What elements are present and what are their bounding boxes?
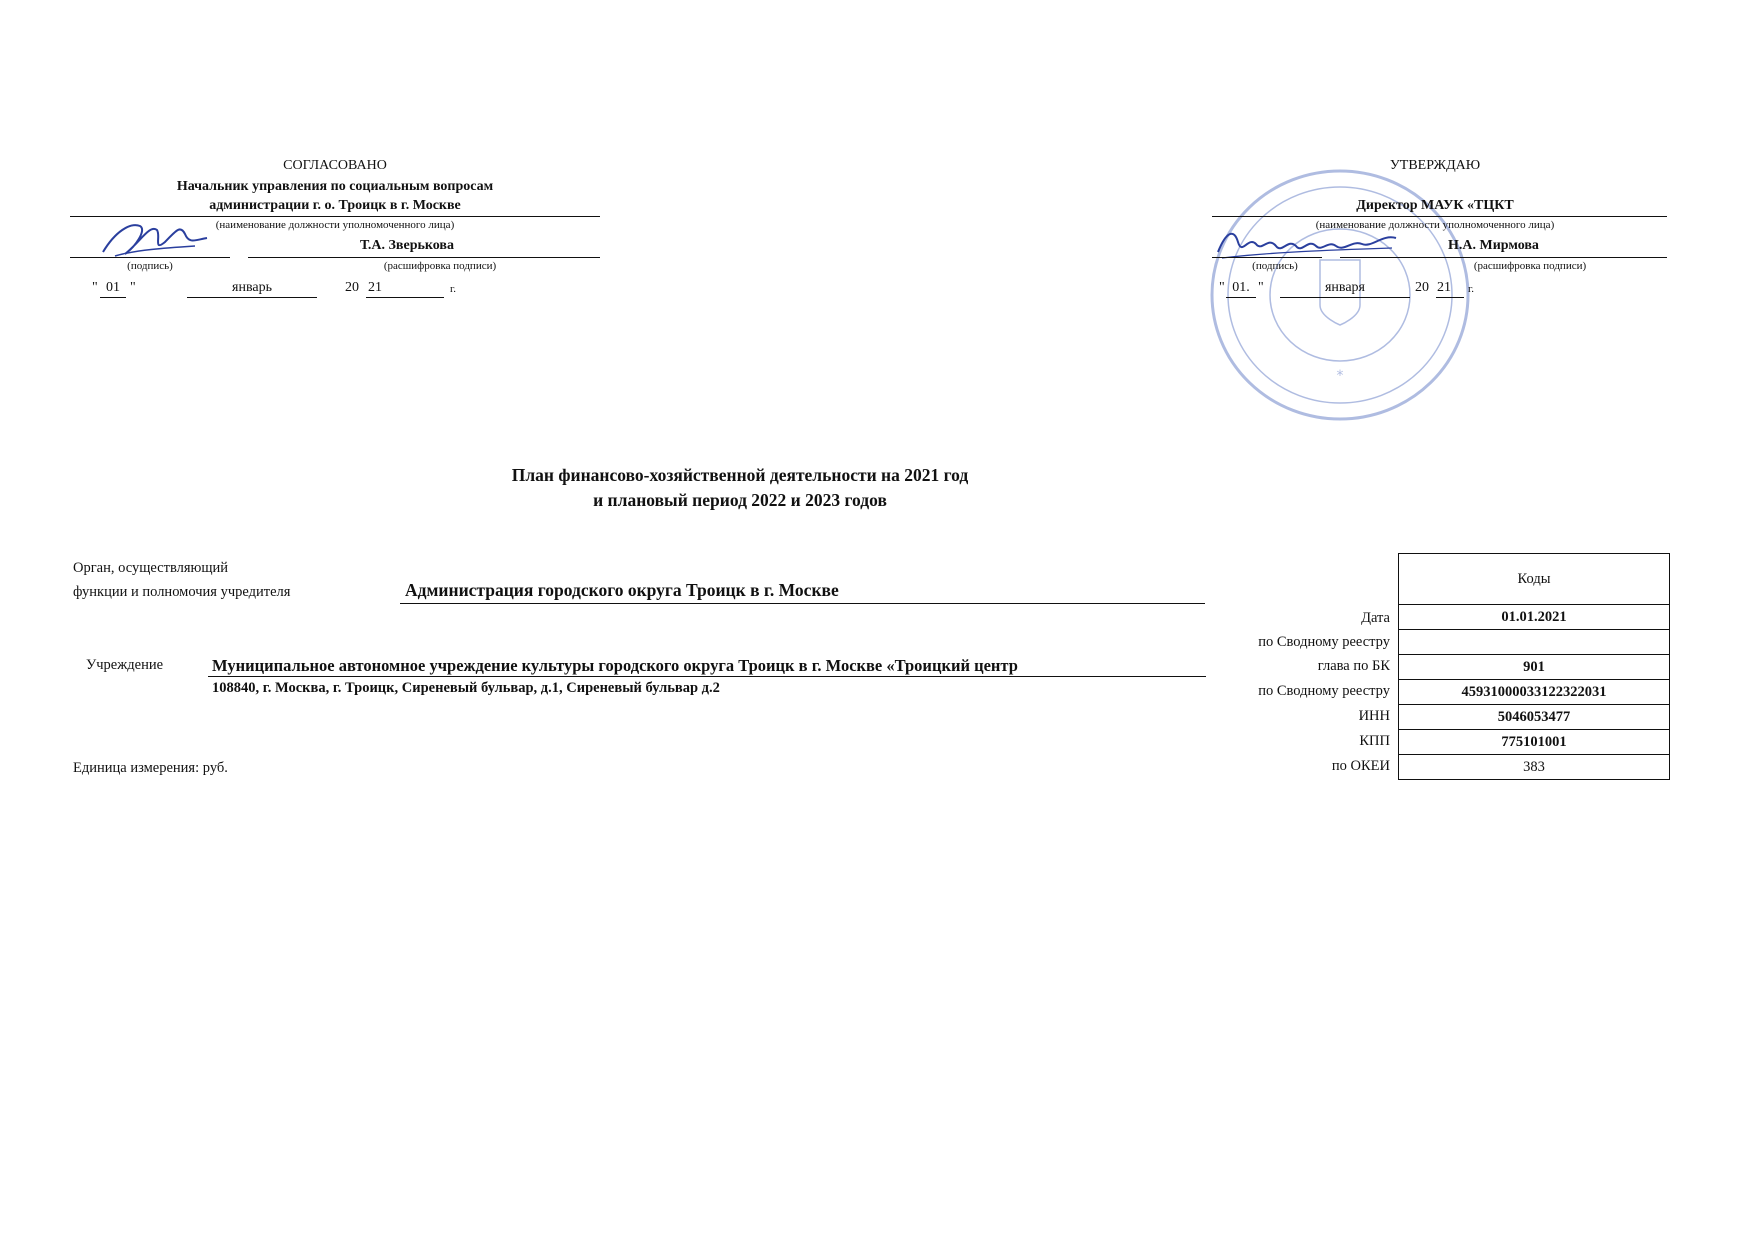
code-value-registry-1 — [1399, 630, 1670, 655]
code-value-okei: 383 — [1399, 755, 1670, 780]
left-heading: СОГЛАСОВАНО — [283, 158, 387, 173]
left-signature-line — [70, 257, 230, 258]
right-date-quote-close: " — [1258, 280, 1264, 295]
left-name-line — [248, 257, 600, 258]
right-date-day-line — [1226, 297, 1256, 298]
right-date-day: 01. — [1232, 280, 1250, 295]
code-value-date: 01.01.2021 — [1399, 605, 1670, 630]
right-position-underline — [1212, 216, 1667, 217]
left-date-year-suffix: 21 — [368, 280, 382, 295]
organ-value: Администрация городского округа Троицк в г. Москве — [405, 580, 839, 600]
code-value-kpp: 775101001 — [1399, 730, 1670, 755]
document-title-line2: и плановый период 2022 и 2023 годов — [593, 490, 887, 510]
svg-text:*: * — [1336, 368, 1344, 384]
right-signature-caption: (подпись) — [1252, 260, 1298, 272]
left-date-year-prefix: 20 — [345, 280, 359, 295]
code-label-okei: по ОКЕИ — [1331, 758, 1390, 774]
codes-table — [1398, 553, 1670, 780]
institution-label: Учреждение — [86, 657, 164, 673]
code-label-registry-2: по Сводному реестру — [1258, 683, 1390, 699]
left-date-quote-open: " — [92, 280, 98, 295]
right-date-quote-open: " — [1219, 280, 1225, 295]
right-position: Директор МАУК «ТЦКТ — [1356, 198, 1514, 213]
right-name-caption: (расшифровка подписи) — [1473, 260, 1587, 272]
code-value-inn: 5046053477 — [1399, 705, 1670, 730]
left-position-caption: (наименование должности уполномоченного лица) — [215, 219, 455, 231]
code-label-bk: глава по БК — [1317, 658, 1390, 674]
left-name-caption: (расшифровка подписи) — [383, 260, 497, 272]
left-date-day: 01 — [106, 280, 120, 295]
left-position-line1: Начальник управления по социальным вопросам — [176, 179, 494, 194]
code-label-inn: ИНН — [1358, 708, 1390, 724]
right-date-year-suffix: 21 — [1437, 280, 1451, 295]
right-date-month: января — [1324, 280, 1365, 295]
right-signature-line — [1212, 257, 1322, 258]
right-date-year-mark: г. — [1468, 283, 1475, 295]
code-value-bk: 901 — [1399, 655, 1670, 680]
left-signature-caption: (подпись) — [127, 260, 173, 272]
codes-header: Коды — [1399, 554, 1670, 605]
organ-label-line1: Орган, осуществляющий — [73, 560, 229, 576]
code-label-date: Дата — [1361, 610, 1390, 626]
code-label-registry-1: по Сводному реестру — [1258, 634, 1390, 650]
institution-value: Муниципальное автономное учреждение культуры городского округа Троицк в г. Москве «Троицкий центр — [212, 656, 1018, 675]
left-date-month: январь — [232, 280, 272, 295]
left-signature — [95, 212, 225, 267]
left-date-day-line — [100, 297, 126, 298]
right-position-caption: (наименование должности уполномоченного лица) — [1315, 219, 1555, 231]
document-title-line1: План финансово-хозяйственной деятельности на 2021 год — [511, 465, 969, 485]
institution-address: 108840, г. Москва, г. Троицк, Сиреневый бульвар, д.1, Сиреневый бульвар д.2 — [212, 680, 720, 696]
code-value-registry-2: 45931000033122322031 — [1399, 680, 1670, 705]
left-date-year-mark: г. — [450, 283, 457, 295]
organ-value-line — [400, 603, 1205, 604]
organ-label-line2: функции и полномочия учредителя — [73, 584, 291, 600]
left-position-line2: администрации г. о. Троицк в г. Москве — [209, 198, 461, 213]
right-date-year-line — [1436, 297, 1464, 298]
left-date-quote-close: " — [130, 280, 136, 295]
right-heading: УТВЕРЖДАЮ — [1389, 158, 1481, 173]
institution-value-line — [208, 676, 1206, 677]
left-date-year-line — [366, 297, 444, 298]
left-name: Т.А. Зверькова — [360, 238, 454, 253]
left-date-month-line — [187, 297, 317, 298]
right-name: Н.А. Мирмова — [1448, 238, 1539, 253]
unit-label: Единица измерения: руб. — [73, 760, 228, 776]
right-name-line — [1340, 257, 1667, 258]
code-label-kpp: КПП — [1359, 733, 1390, 749]
right-date-month-line — [1280, 297, 1410, 298]
right-date-year-prefix: 20 — [1415, 280, 1429, 295]
